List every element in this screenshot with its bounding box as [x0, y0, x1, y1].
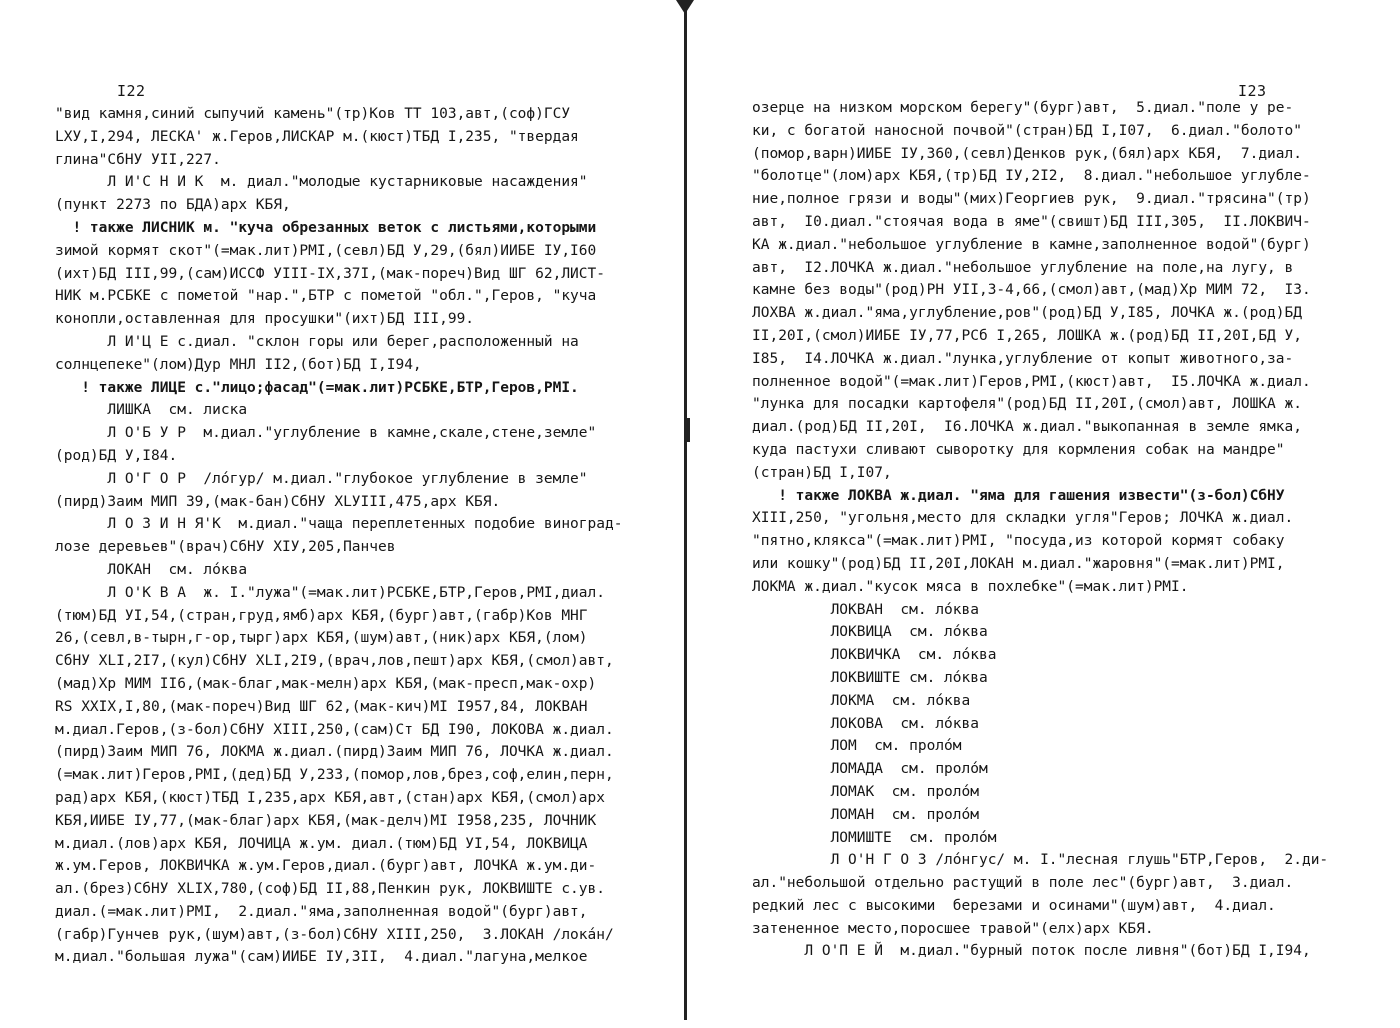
text-line: КБЯ,ИИБЕ IУ,77,(мак-благ)арх КБЯ,(мак-делч)МI I958,235, ЛОЧНИК	[55, 812, 597, 829]
text-line: полненное водой"(=мак.лит)Геров,РМI,(кюст)авт, I5.ЛОЧКА ж.диал.	[752, 373, 1311, 390]
text-line: зимой кормят скот"(=мак.лит)РМI,(севл)БД У,29,(бял)ИИБЕ IУ,I60	[55, 242, 597, 259]
text-line: "лунка для посадки картофеля"(род)БД II,20I,(смол)авт, ЛОШКА ж.	[752, 396, 1302, 413]
text-line: "пятно,клякса"(=мак.лит)РМI, "посуда,из которой кормят собаку	[752, 533, 1285, 550]
page-number: I23	[1238, 82, 1267, 100]
text-line: XIII,250, "угольня,место для складки угля"Геров; ЛОЧКА ж.диал.	[752, 510, 1294, 527]
text-line: (пункт 2273 по БДА)арх КБЯ,	[55, 197, 291, 214]
text-line: Л О'Н Г О З /лóнгус/ м. I."лесная глушь"БТР,Геров, 2.ди-	[752, 852, 1329, 869]
text-line: ЛОКАН см. лóква	[55, 561, 248, 578]
text-line: 26,(севл,в-тырн,г-ор,тырг)арх КБЯ,(шум)авт,(ник)арх КБЯ,(лом)	[55, 630, 588, 647]
text-line: рад)арх КБЯ,(кюст)ТБД I,235,арх КБЯ,авт,(стан)арх КБЯ,(смол)арх	[55, 789, 605, 806]
text-line: (пирд)Заим МИП 39,(мак-бан)СбНУ XLУIII,475,арх КБЯ.	[55, 493, 501, 510]
text-line: редкий лес с высокими березами и осинами"(шум)авт, 4.диал.	[752, 897, 1276, 914]
text-line: куда пастухи сливают сыворотку для кормления собак на мандре"	[752, 441, 1285, 458]
text-line: глина"СбНУ УII,227.	[55, 151, 221, 168]
text-line: лозе деревьев"(врач)СбНУ XIУ,205,Панчев	[55, 539, 396, 556]
text-line: ЛОМАН см. пролóм	[752, 806, 979, 823]
text-line: ЛОКВИШТЕ см. лóква	[752, 669, 988, 686]
text-line: (помор,варн)ИИБЕ IУ,360,(севл)Денков рук,(бял)арх КБЯ, 7.диал.	[752, 145, 1302, 162]
text-line: ЛОКВИЦА см. лóква	[752, 624, 988, 641]
text-line: ! также ЛИЦЕ с."лицо;фасад"(=мак.лит)РСБКЕ,БТР,Геров,РМI.	[55, 379, 579, 396]
text-line: ЛОМАК см. пролóм	[752, 783, 979, 800]
text-line: (тюм)БД УI,54,(стран,груд,ямб)арх КБЯ,(бург)авт,(габр)Ков МНГ	[55, 607, 588, 624]
text-line: авт, I2.ЛОЧКА ж.диал."небольшое углубление на поле,на лугу, в	[752, 259, 1294, 276]
text-line: Л О'Г О Р /лóгур/ м.диал."глубокое углубление в земле"	[55, 470, 588, 487]
text-line: (стран)БД I,I07,	[752, 464, 892, 481]
text-line: LXУ,I,294, ЛЕСКА' ж.Геров,ЛИСКАР м.(кюст)ТБД I,235, "твердая	[55, 128, 579, 145]
text-line: (мад)Хр МИМ II6,(мак-благ,мак-мелн)арх КБЯ,(мак-пресп,мак-охр)	[55, 675, 597, 692]
text-line: II,20I,(смол)ИИБЕ IУ,77,РСб I,265, ЛОШКА ж.(род)БД II,20I,БД У,	[752, 327, 1302, 344]
text-line: НИК м.РСБКЕ с пометой "нар.",БТР с пометой "обл.",Геров, "куча	[55, 288, 597, 305]
text-line: Л О'Б У Р м.диал."углубление в камне,скале,стене,земле"	[55, 425, 597, 442]
text-line: камне без воды"(род)РН УII,3-4,66,(смол)авт,(мад)Хр МИМ 72, I3.	[752, 282, 1311, 299]
text-line: авт, I0.диал."стоячая вода в яме"(свишт)БД III,305, II.ЛОКВИЧ-	[752, 213, 1311, 230]
text-line: ки, с богатой наносной почвой"(стран)БД I,I07, 6.диал."болото"	[752, 122, 1302, 139]
text-line: Л И'Ц Е с.диал. "склон горы или берег,расположенный на	[55, 333, 579, 350]
text-body	[752, 97, 1392, 963]
text-line: ЛОМИШТЕ см. пролóм	[752, 829, 997, 846]
left-page	[0, 0, 690, 1028]
text-line: конопли,оставленная для просушки"(ихт)БД III,99.	[55, 311, 475, 328]
text-line: (пирд)Заим МИП 76, ЛОКМА ж.диал.(пирд)Заим МИП 76, ЛОЧКА ж.диал.	[55, 744, 614, 761]
text-body	[55, 103, 687, 969]
text-line: (род)БД У,I84.	[55, 447, 178, 464]
text-line: ЛОКОВА см. лóква	[752, 715, 979, 732]
text-line: ! также ЛОКВА ж.диал. "яма для гашения извести"(з-бол)СбНУ	[752, 487, 1285, 504]
text-line: ж.ум.Геров, ЛОКВИЧКА ж.ум.Геров,диал.(бург)авт, ЛОЧКА ж.ум.ди-	[55, 858, 597, 875]
text-line: "болотце"(лом)арх КБЯ,(тр)БД IУ,2I2, 8.диал."небольшое углубле-	[752, 168, 1311, 185]
text-line: ал.(брез)СбНУ XLIX,780,(соф)БД II,88,Пенкин рук, ЛОКВИШТЕ с.ув.	[55, 881, 605, 898]
text-line: солнцепеке"(лом)Дур МНЛ II2,(бот)БД I,I94,	[55, 356, 422, 373]
text-line: озерце на низком морском берегу"(бург)авт, 5.диал."поле у ре-	[752, 100, 1294, 116]
text-line: "вид камня,синий сыпучий камень"(тр)Ков ТТ 103,авт,(соф)ГСУ	[55, 106, 571, 122]
text-line: КА ж.диал."небольшое углубление в камне,заполненное водой"(бург)	[752, 236, 1311, 253]
text-line: ! также ЛИСНИК м. "куча обрезанных веток с листьями,которыми	[55, 219, 597, 236]
text-line: или кошку"(род)БД II,20I,ЛОКАН м.диал."жаровня"(=мак.лит)РМI,	[752, 555, 1285, 572]
text-line: Л О'П Е Й м.диал."бурный поток после ливня"(бот)БД I,I94,	[752, 943, 1311, 960]
text-line: RS XXIX,I,80,(мак-пореч)Вид ШГ 62,(мак-кич)МI I957,84, ЛОКВАН	[55, 698, 588, 715]
text-line: ЛОКВАН см. лóква	[752, 601, 979, 618]
text-line: ЛОХВА ж.диал."яма,углубление,ров"(род)БД У,I85, ЛОЧКА ж.(род)БД	[752, 305, 1302, 322]
text-line: м.диал.Геров,(з-бол)СбНУ XIII,250,(сам)Ст БД I90, ЛОКОВА ж.диал.	[55, 721, 614, 738]
text-line: диал.(род)БД II,20I, I6.ЛОЧКА ж.диал."выкопанная в земле ямка,	[752, 419, 1302, 436]
text-line: ЛОМ см. пролóм	[752, 738, 962, 755]
text-line: ЛОКМА ж.диал."кусок мяса в похлебке"(=мак.лит)РМI.	[752, 578, 1189, 595]
text-line: I85, I4.ЛОЧКА ж.диал."лунка,углубление от копыт животного,за-	[752, 350, 1294, 367]
text-line: (ихт)БД III,99,(сам)ИССФ УIII-IX,37I,(мак-пореч)Вид ШГ 62,ЛИСТ-	[55, 265, 605, 282]
text-line: СбНУ XLI,2I7,(кул)СбНУ XLI,2I9,(врач,лов,пешт)арх КБЯ,(смол)авт,	[55, 653, 614, 670]
text-line: ние,полное грязи и воды"(мих)Георгиев рук, 9.диал."трясина"(тр)	[752, 191, 1311, 208]
text-line: ЛИШКА см. лиска	[55, 402, 248, 419]
text-line: м.диал."большая лужа"(сам)ИИБЕ IУ,3II, 4.диал."лагуна,мелкое	[55, 949, 588, 966]
text-line: диал.(=мак.лит)РМI, 2.диал."яма,заполненная водой"(бург)авт,	[55, 903, 588, 920]
text-line: Л О З И Н Я'К м.диал."чаща переплетенных подобие виноград-	[55, 516, 623, 533]
text-line: ал."небольшой отдельно растущий в поле лес"(бург)авт, 3.диал.	[752, 875, 1294, 892]
right-page	[690, 0, 1400, 1028]
text-line: ЛОКМА см. лóква	[752, 692, 971, 709]
text-line: затененное место,поросшее травой"(елх)арх КБЯ.	[752, 920, 1154, 937]
text-line: м.диал.(лов)арх КБЯ, ЛОЧИЦА ж.ум. диал.(тюм)БД УI,54, ЛОКВИЦА	[55, 835, 588, 852]
text-line: Л И'С Н И К м. диал."молодые кустарниковые насаждения"	[55, 174, 588, 191]
page-number: I22	[117, 82, 146, 100]
text-line: Л О'К В А ж. I."лужа"(=мак.лит)РСБКЕ,БТР,Геров,РМI,диал.	[55, 584, 605, 601]
text-line: (=мак.лит)Геров,РМI,(дед)БД У,233,(помор,лов,брез,соф,елин,перн,	[55, 767, 614, 784]
text-line: ЛОКВИЧКА см. лóква	[752, 647, 997, 664]
text-line: (габр)Гунчев рук,(шум)авт,(з-бол)СбНУ XIII,250, 3.ЛОКАН /локáн/	[55, 926, 614, 943]
text-line: ЛОМАДА см. пролóм	[752, 761, 988, 778]
